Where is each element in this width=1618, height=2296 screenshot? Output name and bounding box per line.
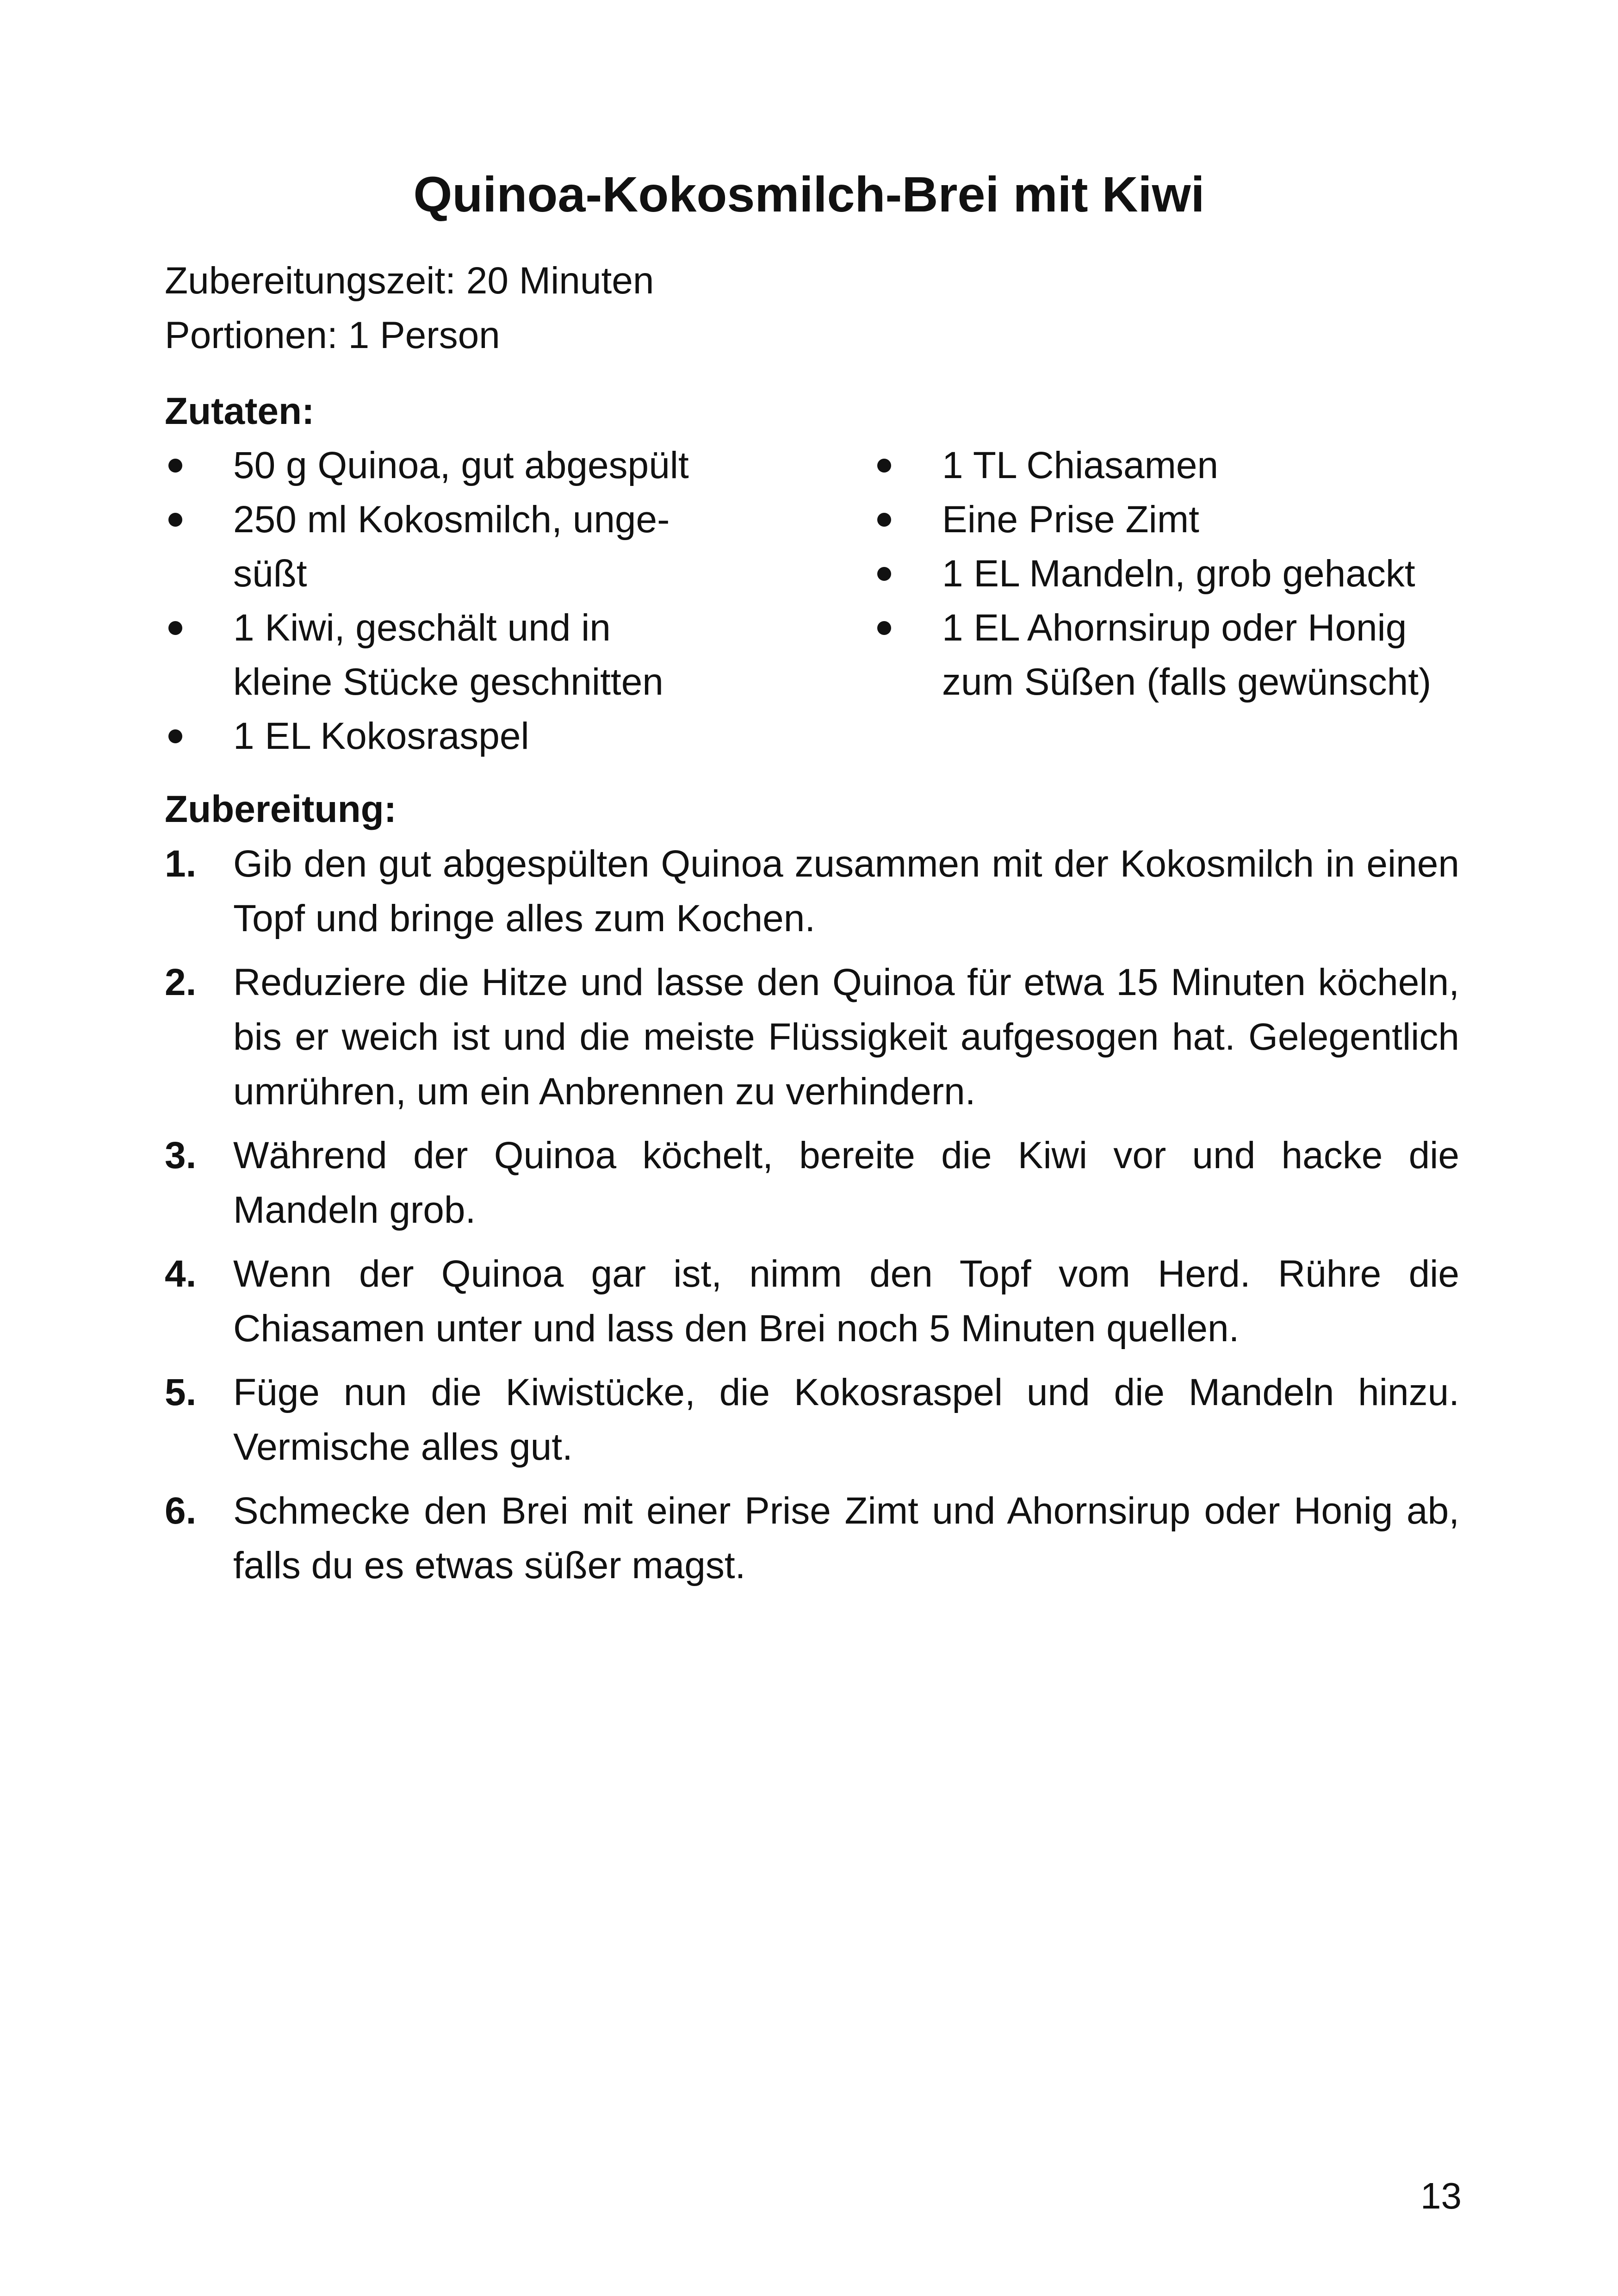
recipe-meta: [165, 254, 654, 363]
list-item: [874, 547, 1489, 601]
step-item: [165, 1365, 1459, 1475]
ingredient-text-continued: kleine Stücke geschnitten: [233, 661, 663, 703]
step-number: 2.: [165, 961, 197, 1003]
ingredients-heading: Zutaten:: [165, 390, 315, 432]
prep-time: Zubereitungszeit: 20 Minuten: [165, 260, 654, 302]
ingredient-text: 1 EL Mandeln, grob gehackt: [942, 553, 1415, 595]
step-item: [165, 837, 1459, 946]
step-item: [165, 1128, 1459, 1238]
preparation-heading: Zubereitung:: [165, 788, 397, 830]
bullet-icon: [168, 621, 182, 635]
step-text: Während der Quinoa köchelt, bereite die Kiwi vor und hacke die Mandeln grob.: [233, 1134, 1459, 1231]
list-item: [874, 492, 1489, 547]
ingredient-text: 50 g Quinoa, gut abgespült: [233, 444, 689, 486]
bullet-icon: [168, 513, 182, 527]
ingredient-text: Eine Prise Zimt: [942, 498, 1199, 541]
bullet-icon: [877, 567, 891, 581]
step-text: Gib den gut abgespülten Quinoa zusammen mit der Kokosmilch in einen Topf und bringe alles zum Kochen.: [233, 843, 1459, 940]
ingredient-text: 1 EL Ahornsirup oder Honig: [942, 607, 1407, 649]
list-item: [165, 709, 766, 763]
list-item: [165, 438, 766, 492]
ingredient-text: 250 ml Kokosmilch, unge-: [233, 498, 670, 541]
list-item: [165, 492, 766, 601]
servings: Portionen: 1 Person: [165, 314, 500, 356]
step-text: Reduziere die Hitze und lasse den Quinoa für etwa 15 Minuten köcheln, bis er weich ist und die meiste Flüssigkeit aufgesogen hat. Gelegentlich umrühren, um ein Anbrennen zu verhindern.: [233, 961, 1459, 1113]
list-item: [874, 601, 1489, 709]
step-number: 6.: [165, 1490, 197, 1532]
step-item: [165, 955, 1459, 1119]
list-item: [874, 438, 1489, 492]
ingredients-list-right: [874, 438, 1489, 709]
step-text: Füge nun die Kiwistücke, die Kokosraspel und die Mandeln hinzu. Vermische alles gut.: [233, 1371, 1459, 1468]
bullet-icon: [168, 459, 182, 473]
ingredients-list-left: [165, 438, 766, 763]
step-item: [165, 1484, 1459, 1593]
preparation-steps: [165, 837, 1459, 1602]
step-number: 1.: [165, 843, 197, 885]
bullet-icon: [877, 621, 891, 635]
step-number: 4.: [165, 1253, 197, 1295]
ingredient-text: 1 EL Kokosraspel: [233, 715, 529, 757]
recipe-title: Quinoa-Kokosmilch-Brei mit Kiwi: [413, 166, 1205, 222]
ingredient-text-continued: süßt: [233, 553, 307, 595]
ingredient-text: 1 TL Chiasamen: [942, 444, 1219, 486]
list-item: [165, 601, 766, 709]
bullet-icon: [877, 459, 891, 473]
step-text: Wenn der Quinoa gar ist, nimm den Topf vom Herd. Rühre die Chiasamen unter und lass den Brei noch 5 Minuten quellen.: [233, 1253, 1459, 1350]
bullet-icon: [877, 513, 891, 527]
ingredient-text-continued: zum Süßen (falls gewünscht): [942, 661, 1432, 703]
page-number: 13: [1420, 2175, 1462, 2216]
step-text: Schmecke den Brei mit einer Prise Zimt und Ahornsirup oder Honig ab, falls du es etwas süßer magst.: [233, 1490, 1459, 1587]
ingredient-text: 1 Kiwi, geschält und in: [233, 607, 611, 649]
step-number: 5.: [165, 1371, 197, 1413]
bullet-icon: [168, 729, 182, 743]
step-number: 3.: [165, 1134, 197, 1176]
step-item: [165, 1247, 1459, 1356]
